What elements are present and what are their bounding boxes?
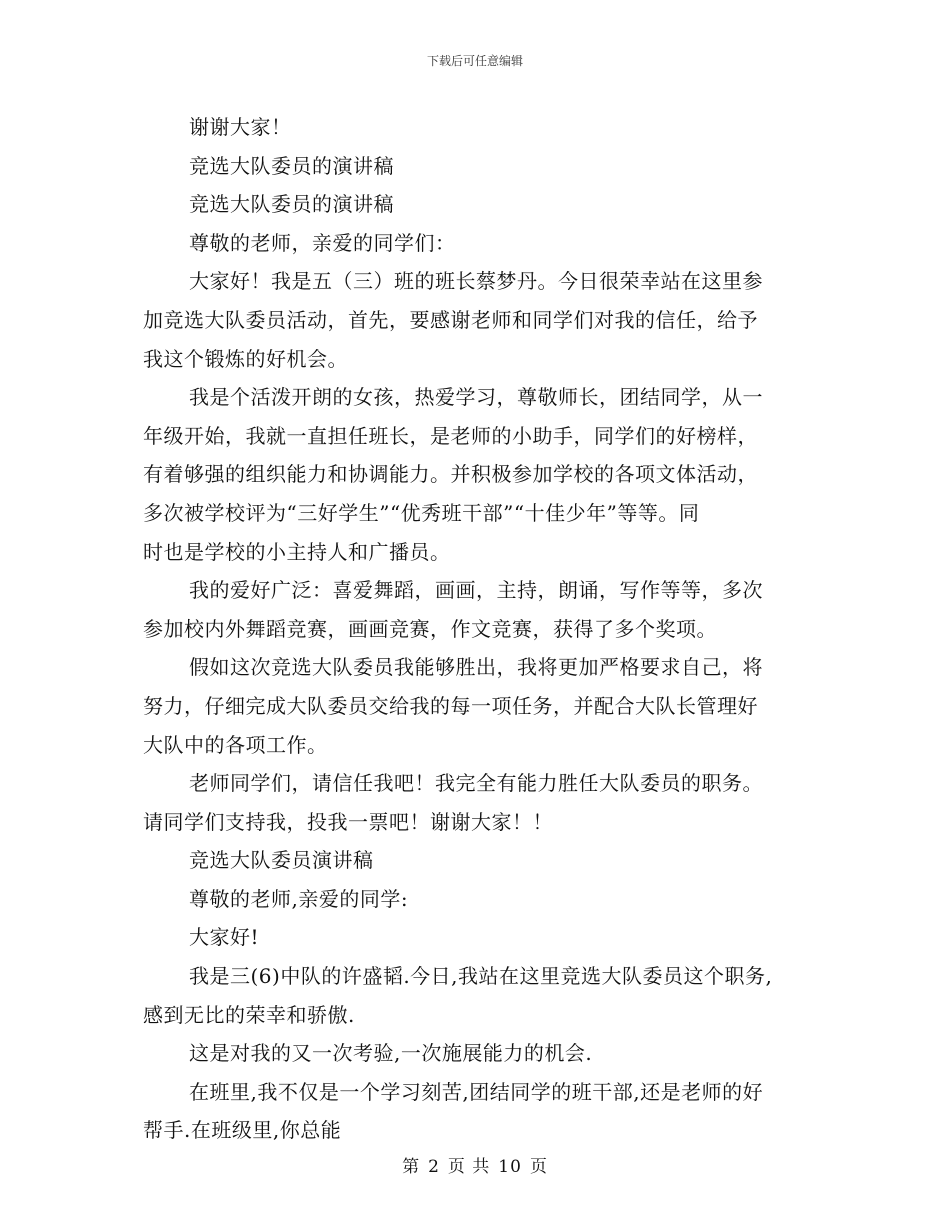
text-line: 尊敬的老师，亲爱的同学们： xyxy=(189,230,456,255)
text-line: 这是对我的又一次考验,一次施展能力的机会. xyxy=(189,1041,593,1066)
footer-prefix: 第 xyxy=(402,1157,421,1177)
text-line: 加竞选大队委员活动，首先，要感谢老师和同学们对我的信任，给予 xyxy=(143,307,758,332)
text-line: 年级开始，我就一直担任班长，是老师的小助手，同学们的好榜样， xyxy=(143,423,758,448)
footer-suffix: 页 xyxy=(529,1157,548,1177)
text-line: 有着够强的组织能力和协调能力。并积极参加学校的各项文体活动， xyxy=(143,462,758,487)
text-line: 竞选大队委员的演讲稿 xyxy=(189,192,394,217)
text-line: 我是三(6)中队的许盛韬.今日,我站在这里竞选大队委员这个职务, xyxy=(189,964,773,989)
footer-total-pages: 10 xyxy=(498,1157,522,1177)
text-line: 多次被学校评为“三好学生”“优秀班干部”“十佳少年”等等。同 xyxy=(143,500,700,525)
text-line: 请同学们支持我，投我一票吧！谢谢大家！！ xyxy=(143,809,553,834)
text-line: 在班里,我不仅是一个学习刻苦,团结同学的班干部,还是老师的好 xyxy=(189,1079,764,1104)
text-line: 假如这次竞选大队委员我能够胜出，我将更加严格要求自己，将 xyxy=(189,655,763,680)
text-line: 竞选大队委员演讲稿 xyxy=(189,848,374,873)
text-line: 帮手.在班级里,你总能 xyxy=(143,1118,342,1143)
text-line: 尊敬的老师,亲爱的同学: xyxy=(189,886,409,911)
text-line: 老师同学们，请信任我吧！我完全有能力胜任大队委员的职务。 xyxy=(189,771,763,796)
page-header: 下载后可任意编辑 xyxy=(426,54,523,68)
text-line: 感到无比的荣幸和骄傲. xyxy=(143,1002,355,1027)
text-line: 大家好！我是五（三）班的班长蔡梦丹。今日很荣幸站在这里参 xyxy=(189,269,763,294)
footer-page-number: 2 xyxy=(428,1157,440,1177)
text-line: 我这个锻炼的好机会。 xyxy=(143,346,348,371)
text-line: 努力，仔细完成大队委员交给我的每一项任务，并配合大队长管理好 xyxy=(143,693,758,718)
page-footer xyxy=(0,1152,950,1177)
text-line: 大队中的各项工作。 xyxy=(143,732,328,757)
text-line: 谢谢大家！ xyxy=(189,115,292,139)
document-body xyxy=(143,108,823,1150)
text-line: 时也是学校的小主持人和广播员。 xyxy=(143,539,451,564)
footer-middle: 页 共 xyxy=(447,1157,491,1177)
text-line: 参加校内外舞蹈竞赛，画画竞赛，作文竞赛，获得了多个奖项。 xyxy=(143,616,717,641)
text-line: 竞选大队委员的演讲稿 xyxy=(189,153,394,178)
text-line: 我的爱好广泛：喜爱舞蹈，画画，主持，朗诵，写作等等，多次 xyxy=(189,578,763,603)
text-line: 我是个活泼开朗的女孩，热爱学习，尊敬师长，团结同学，从一 xyxy=(189,385,763,410)
text-line: 大家好! xyxy=(189,925,260,950)
